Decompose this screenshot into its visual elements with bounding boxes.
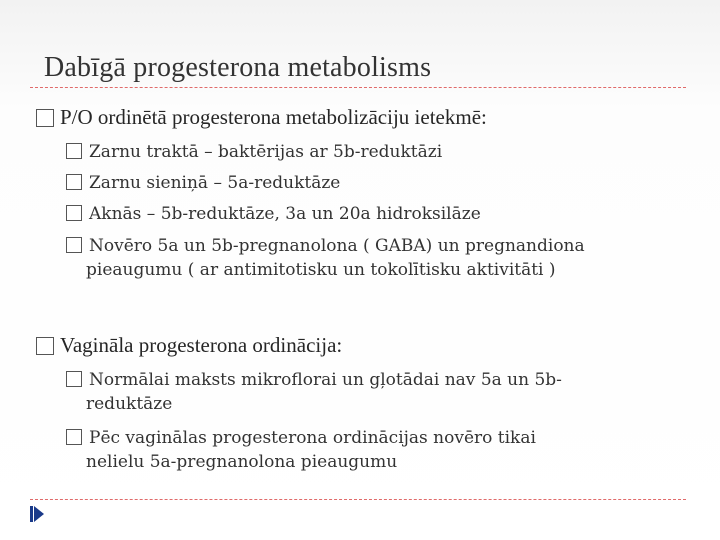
section-heading-oral: P/O ordinētā progesterona metabolizāciju ietekmē: bbox=[36, 103, 487, 131]
checkbox-square-icon bbox=[66, 237, 82, 253]
checkbox-square-icon bbox=[66, 143, 82, 159]
list-item: Novēro 5a un 5b-pregnanolona ( GABA) un pregnandiona pieaugumu ( ar antimitotisku un tokolītisku aktivitāti ) bbox=[66, 234, 686, 282]
section-heading-vaginal: Vagināla progesterona ordinācija: bbox=[36, 331, 342, 359]
next-slide-arrow-icon[interactable] bbox=[34, 506, 44, 522]
slide-title: Dabīgā progesterona metabolisms bbox=[44, 52, 432, 83]
list-item: Zarnu sieniņā – 5a-reduktāze bbox=[66, 171, 686, 195]
list-item: Zarnu traktā – baktērijas ar 5b-reduktāzi bbox=[66, 140, 686, 164]
checkbox-square-icon bbox=[66, 429, 82, 445]
list-item: Normālai maksts mikroflorai un gļotādai nav 5a un 5b- reduktāze bbox=[66, 368, 686, 416]
checkbox-square-icon bbox=[66, 205, 82, 221]
checkbox-square-icon bbox=[36, 337, 54, 355]
checkbox-square-icon bbox=[66, 174, 82, 190]
footer-divider bbox=[30, 499, 686, 500]
title-divider bbox=[30, 87, 686, 88]
list-item: Pēc vaginālas progesterona ordinācijas novēro tikai nelielu 5a-pregnanolona pieaugumu bbox=[66, 426, 686, 474]
checkbox-square-icon bbox=[66, 371, 82, 387]
checkbox-square-icon bbox=[36, 109, 54, 127]
list-item: Aknās – 5b-reduktāze, 3a un 20a hidroksilāze bbox=[66, 202, 686, 226]
